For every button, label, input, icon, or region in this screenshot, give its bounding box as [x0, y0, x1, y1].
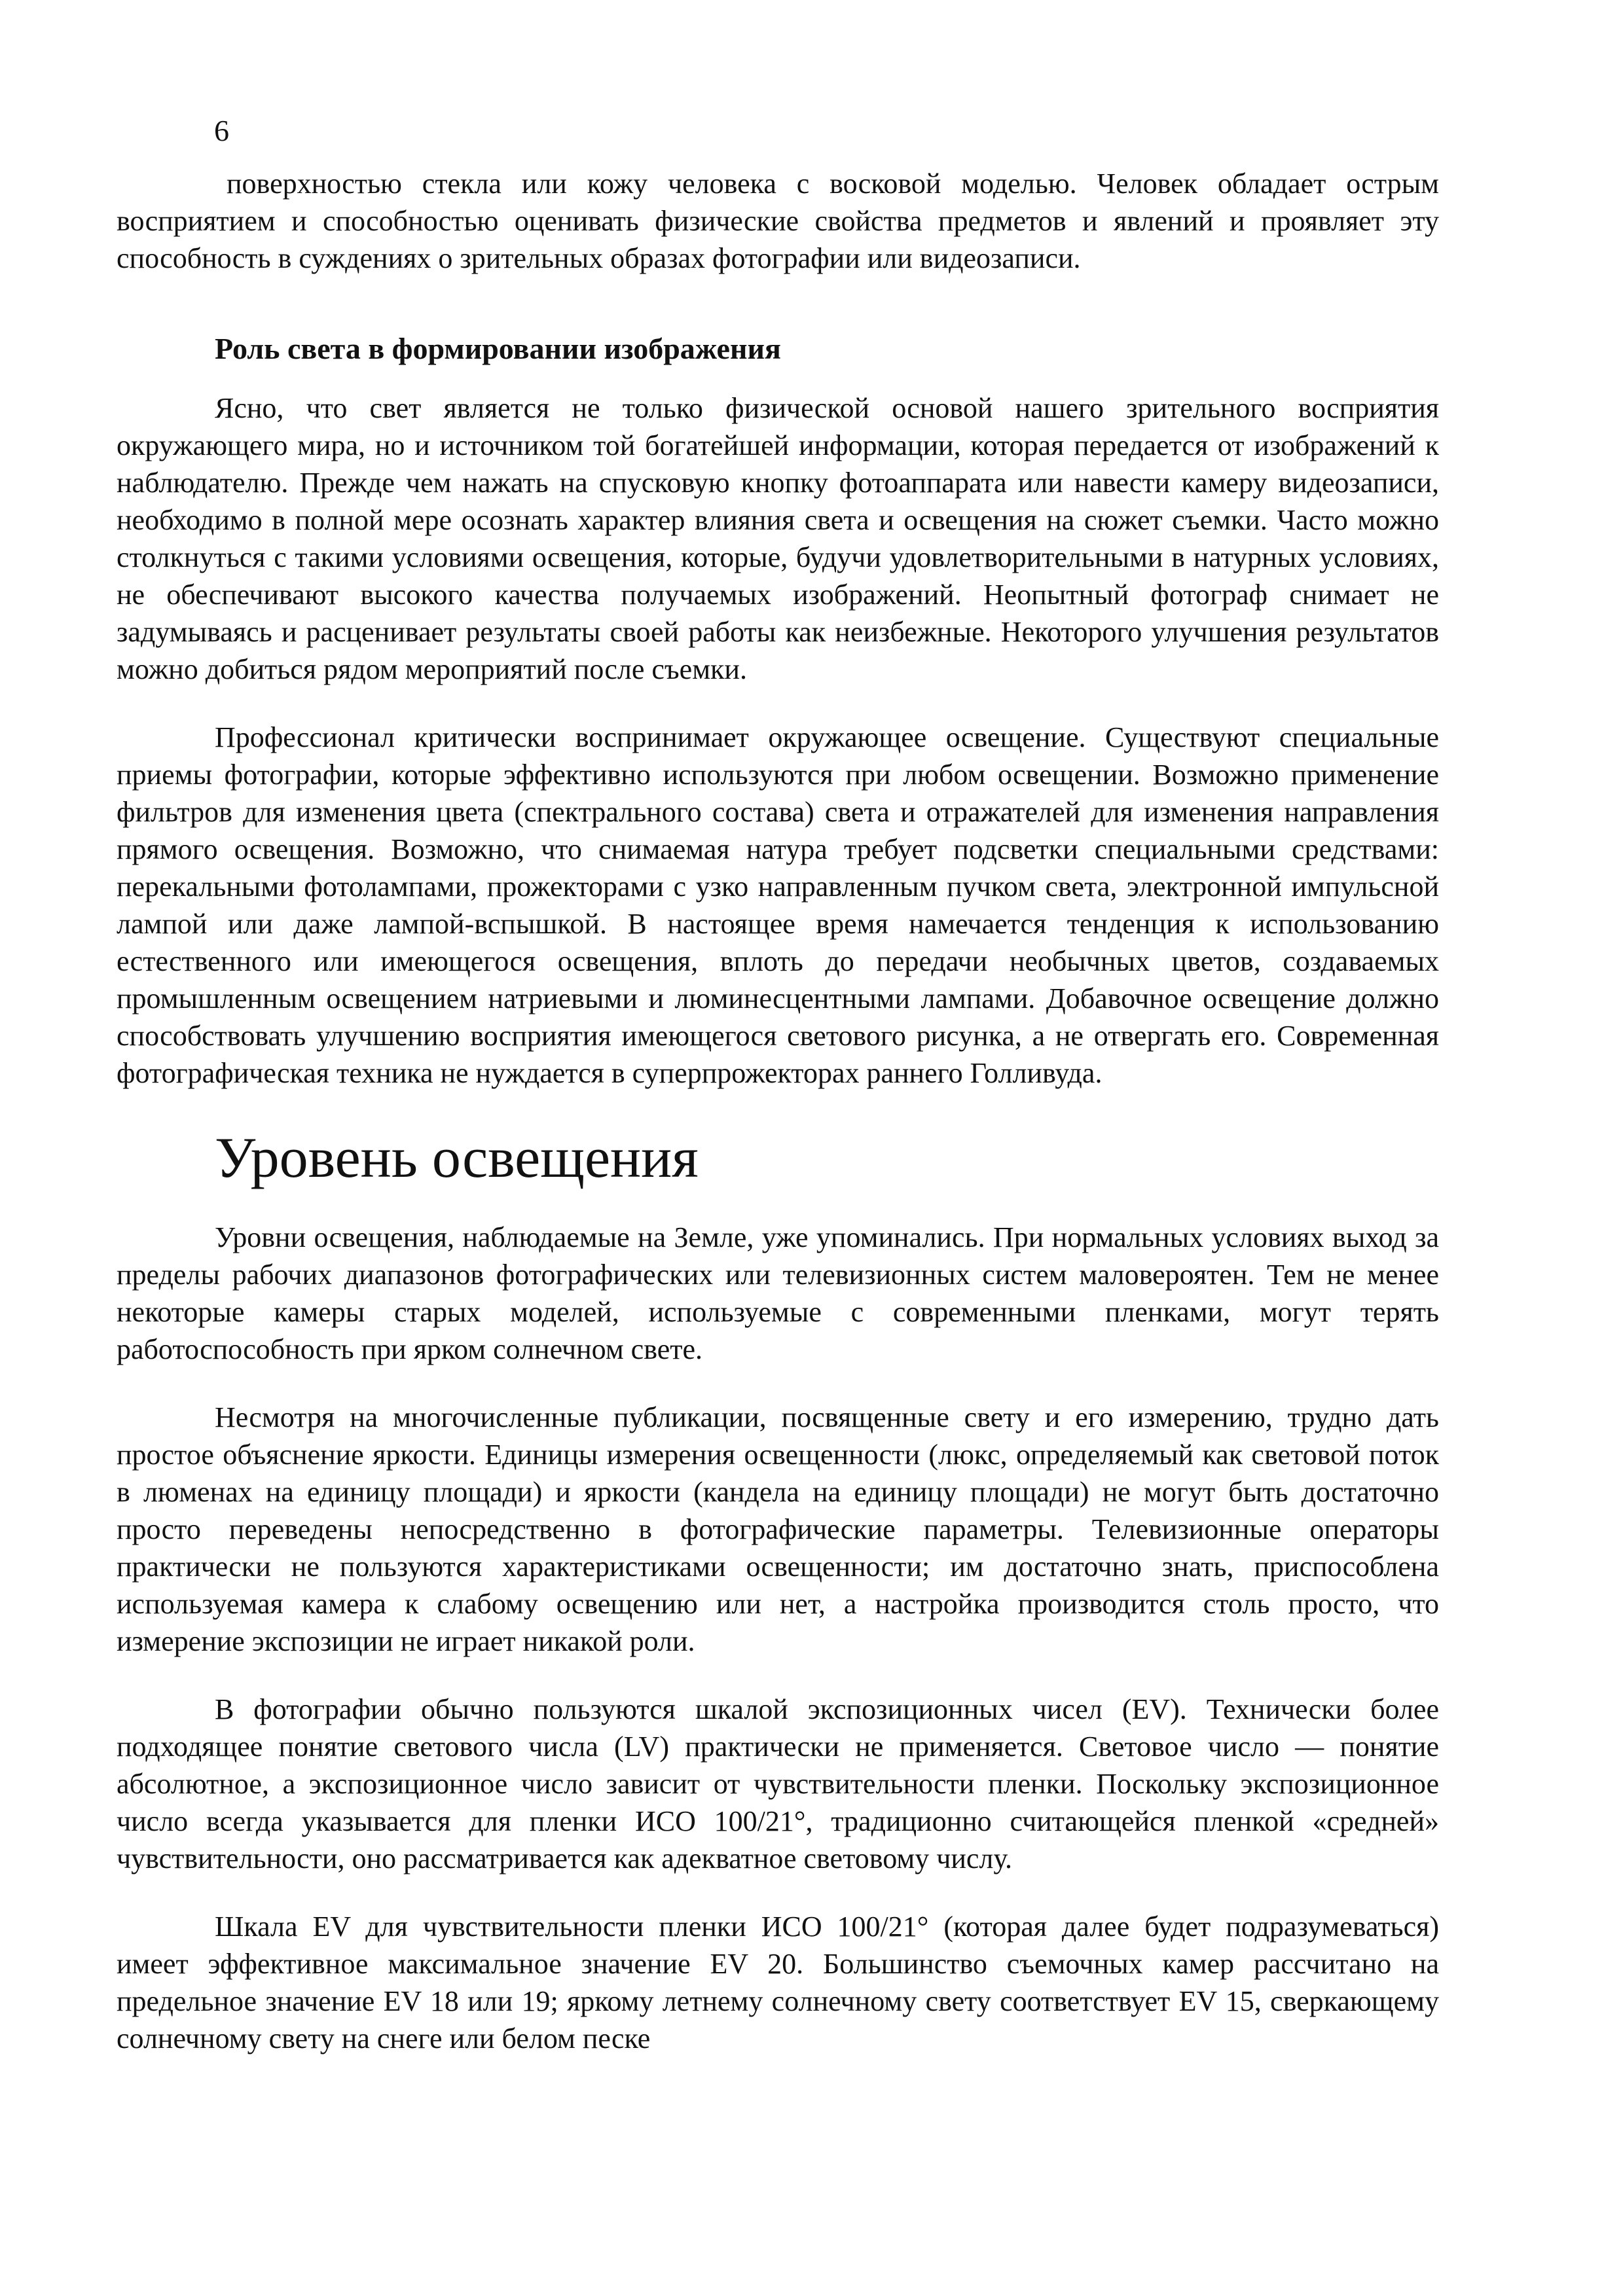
- intro-paragraph: поверхностью стекла или кожу человека с восковой моделью. Человек обладает острым восприятием и способностью оценивать физические свойства предметов и явлений и проявляет эту способность в суждениях о зрительных образах фотографии или видеозаписи.: [117, 168, 1439, 274]
- body-paragraph: Ясно, что свет является не только физической основой нашего зрительного восприятия окружающего мира, но и источником той богатейшей информации, которая передается от изображений к наблюдателю. Прежде чем нажать на спусковую кнопку фотоаппарата или навести камеру видеозаписи, необходимо в полной мере осознать характер влияния света и освещения на сюжет съемки. Часто можно столкнуться с такими условиями освещения, которые, будучи удовлетворительными в натурных условиях, не обеспечивают высокого качества получаемых изображений. Неопытный фотограф снимает не задумываясь и расценивает результаты своей работы как неизбежные. Некоторого улучшения результатов можно добиться рядом мероприятий после съемки.: [117, 392, 1439, 685]
- body-paragraph: В фотографии обычно пользуются шкалой экспозиционных чисел (EV). Технически более подходящее понятие светового числа (LV) практически не применяется. Световое число — понятие абсолютное, а экспозиционное число зависит от чувствительности пленки. Поскольку экспозиционное число всегда указывается для пленки ИСО 100/21°, традиционно считающейся пленкой «средней» чувствительности, оно рассматривается как адекватное световому числу.: [117, 1693, 1439, 1874]
- body-paragraph: Несмотря на многочисленные публикации, посвященные свету и его измерению, трудно дать простое объяснение яркости. Единицы измерения освещенности (люкс, определяемый как световой поток в люменах на единицу площади) и яркости (кандела на единицу площади) не могут быть достаточно просто переведены непосредственно в фотографические параметры. Телевизионные операторы практически не пользуются характеристиками освещенности; им достаточно знать, приспособлена используемая камера к слабому освещению или нет, а настройка производится столь просто, что измерение экспозиции не играет никакой роли.: [117, 1401, 1439, 1657]
- section-heading-illumination-level: Уровень освещения: [215, 1126, 699, 1190]
- body-paragraph: Шкала EV для чувствительности пленки ИСО 100/21° (которая далее будет подразумеваться) имеет эффективное максимальное значение EV 20. Большинство съемочных камер рассчитано на предельное значение EV 18 или 19; яркому летнему солнечному свету соответствует EV 15, сверкающему солнечному свету на снеге или белом песке: [117, 1910, 1439, 2054]
- page-number: 6: [214, 114, 229, 147]
- body-paragraph: Уровни освещения, наблюдаемые на Земле, уже упоминались. При нормальных условиях выход за пределы рабочих диапазонов фотографических или телевизионных систем маловероятен. Тем не менее некоторые камеры старых моделей, используемые с современными пленками, могут терять работоспособность при ярком солнечном свете.: [117, 1221, 1439, 1365]
- section-heading-light-role: Роль света в формировании изображения: [215, 332, 781, 365]
- body-paragraph: Профессионал критически воспринимает окружающее освещение. Существуют специальные приемы фотографии, которые эффективно используются при любом освещении. Возможно применение фильтров для изменения цвета (спектрального состава) света и отражателей для изменения направления прямого освещения. Возможно, что снимаемая натура требует подсветки специальными средствами: перекальными фотолампами, прожекторами с узко направленным пучком света, электронной импульсной лампой или даже лампой-вспышкой. В настоящее время намечается тенденция к использованию естественного или имеющегося освещения, вплоть до передачи необычных цветов, создаваемых промышленным освещением натриевыми и люминесцентными лампами. Добавочное освещение должно способствовать улучшению восприятия имеющегося светового рисунка, а не отвергать его. Современная фотографическая техника не нуждается в суперпрожекторах раннего Голливуда.: [117, 721, 1439, 1089]
- page-content: [117, 165, 1439, 2057]
